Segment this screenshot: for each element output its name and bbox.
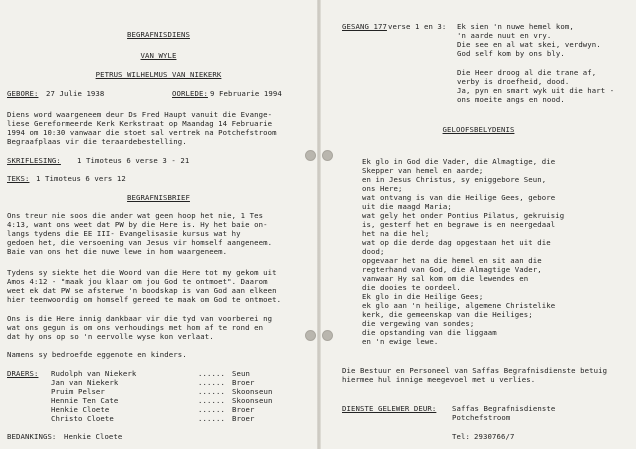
- bearer-relation: Skoonseun: [232, 387, 273, 396]
- bearer-relation: Seun: [232, 369, 250, 378]
- creed-line: dood;: [362, 247, 385, 256]
- creed-line: kerk, die gemeenskap van die Heiliges;: [362, 310, 533, 319]
- bearer-name: Jan van Niekerk: [51, 378, 119, 387]
- letter-line: gedoen het, die versoening van Jesus vir homself aangeneem.: [7, 238, 273, 247]
- reading-text: 1 Timoteus 6 verse 3 - 21: [77, 156, 190, 165]
- hymn-line: Die see en al wat skei, verdwyn.: [457, 40, 601, 49]
- thanks-text: Henkie Cloete: [64, 432, 123, 441]
- letter-line: weet ek dat PW se afsterwe 'n boodskap is van God aan elkeen: [7, 286, 277, 295]
- born-label: GEBORE:: [7, 89, 39, 98]
- creed-line: die dooies te oordeel.: [362, 283, 461, 292]
- thanks-label: BEDANKINGS:: [7, 432, 57, 441]
- creed-line: is, gesterf het en begrawe is en neergedaal: [362, 220, 556, 229]
- letter-heading: BEGRAFNISBRIEF: [127, 193, 190, 202]
- creed-line: opgevaar het na die hemel en sit aan die: [362, 256, 542, 265]
- bearers-label: DRAERS:: [7, 369, 39, 378]
- letter-line: hier teenwoordig om homself gereed te maak om God te ontmoet.: [7, 295, 282, 304]
- bearer-name: Christo Cloete: [51, 414, 114, 423]
- bearer-dots: ......: [198, 396, 225, 405]
- creed-line: en in Jesus Christus, sy eniggebore Seun,: [362, 175, 547, 184]
- bearer-name: Rudolph van Niekerk: [51, 369, 137, 378]
- letter-line: Ons treur nie soos die ander wat geen hoop het nie, 1 Tes: [7, 211, 264, 220]
- intro-line: 1994 om 10:30 vanwaar die stoet sal vertrek na Potchefstroom: [7, 128, 277, 137]
- bearer-relation: Broer: [232, 378, 255, 387]
- creed-line: het na die hel;: [362, 229, 430, 238]
- hymn-line: Die Heer droog al die trane af,: [457, 68, 597, 77]
- service-heading: BEGRAFNISDIENS: [127, 30, 190, 39]
- bearer-relation: Broer: [232, 414, 255, 423]
- born-date: 27 Julie 1938: [46, 89, 105, 98]
- reading-label: SKRIFLESING:: [7, 156, 61, 165]
- staff-note-line: hiermee hul innige meegevoel met u verlies.: [342, 375, 536, 384]
- hymn-label: GESANG 177: [342, 22, 387, 31]
- creed-line: Ek glo in die Heilige Gees;: [362, 292, 484, 301]
- family-line: Namens sy bedroefde eggenote en kinders.: [7, 350, 187, 359]
- hymn-line: verby is droefheid, dood.: [457, 77, 570, 86]
- provider-city: Potchefstroom: [452, 413, 511, 422]
- letter-line: Ons is die Here innig dankbaar vir die tyd van voorberei ng: [7, 314, 273, 323]
- intro-line: Begraafplaas vir die teraardebestelling.: [7, 137, 187, 146]
- bearer-relation: Skoonseun: [232, 396, 273, 405]
- bearer-dots: ......: [198, 405, 225, 414]
- text-label: TEKS:: [7, 174, 30, 183]
- hymn-line: God self kom by ons bly.: [457, 49, 565, 58]
- left-page: [0, 0, 317, 449]
- hymn-line: ons moeite angs en nood.: [457, 95, 565, 104]
- deceased-name: PETRUS WILHELMUS VAN NIEKERK: [95, 70, 222, 79]
- creed-line: uit die maagd Maria;: [362, 202, 452, 211]
- creed-heading: GELOOFSBELYDENIS: [442, 125, 515, 134]
- bearer-dots: ......: [198, 378, 225, 387]
- creed-line: en 'n ewige lewe.: [362, 337, 439, 346]
- creed-line: Skepper van hemel en aarde;: [362, 166, 484, 175]
- creed-line: ek glo aan 'n heilige, algemene Christelike: [362, 301, 556, 310]
- bearer-name: Pruim Pelser: [51, 387, 105, 396]
- creed-line: die vergewing van sondes;: [362, 319, 475, 328]
- creed-line: wat ontvang is van die Heilige Gees, gebore: [362, 193, 556, 202]
- died-label: OORLEDE:: [172, 89, 208, 98]
- bearer-name: Henkie Cloete: [51, 405, 110, 414]
- bearer-relation: Broer: [232, 405, 255, 414]
- tel-label: Tel:: [452, 432, 470, 441]
- intro-line: Diens word waargeneem deur Ds Fred Haupt vanuit die Evange-: [7, 110, 273, 119]
- letter-line: langs tydens die EE III- Evangelisasie kursus wat hy: [7, 229, 241, 238]
- intro-line: liese Gereformeerde Kerk Kerkstraat op Maandag 14 Februarie: [7, 119, 273, 128]
- died-date: 9 Februarie 1994: [210, 89, 282, 98]
- hymn-line: Ek sien 'n nuwe hemel kom,: [457, 22, 574, 31]
- staff-note-line: Die Bestuur en Personeel van Saffas Begrafnisdienste betuig: [342, 366, 608, 375]
- bearer-dots: ......: [198, 369, 225, 378]
- letter-line: 4:13, want ons weet dat PW by die Here is. Hy het baie on-: [7, 220, 268, 229]
- creed-line: die opstanding van die liggaam: [362, 328, 497, 337]
- letter-line: Baie van ons het die nuwe lewe in hom waargeneem.: [7, 247, 228, 256]
- hymn-line: 'n aarde nuut en vry.: [457, 31, 552, 40]
- letter-line: Amos 4:12 - "maak jou klaar om jou God te ontmoet". Daarom: [7, 277, 268, 286]
- provider-label: DIENSTE GELEWER DEUR:: [342, 404, 437, 413]
- van-wyle: VAN WYLE: [140, 51, 177, 60]
- letter-line: Tydens sy siekte het die Woord van die Here tot my gekom uit: [7, 268, 277, 277]
- provider-name: Saffas Begrafnisdienste: [452, 404, 556, 413]
- creed-line: wat op die derde dag opgestaan het uit die: [362, 238, 551, 247]
- letter-line: wat ons gegun is om ons verhoudings met hom af te rond en: [7, 323, 264, 332]
- hymn-verses: verse 1 en 3:: [388, 22, 447, 31]
- bearer-dots: ......: [198, 414, 225, 423]
- tel-value: 2930766/7: [474, 432, 515, 441]
- creed-line: regterhand van God, die Almagtige Vader,: [362, 265, 542, 274]
- bearer-dots: ......: [198, 387, 225, 396]
- hymn-line: Ja, pyn en smart wyk uit die hart -: [457, 86, 615, 95]
- bearer-name: Hennie Ten Cate: [51, 396, 119, 405]
- text-reference: 1 Timoteus 6 vers 12: [36, 174, 126, 183]
- creed-line: vanwaar Hy sal kom om die lewendes en: [362, 274, 529, 283]
- creed-line: ons Here;: [362, 184, 403, 193]
- creed-line: wat gely het onder Pontius Pilatus, gekruisig: [362, 211, 565, 220]
- right-page: [321, 0, 636, 449]
- creed-line: Ek glo in God die Vader, die Almagtige, die: [362, 157, 556, 166]
- letter-line: dat hy ons op so 'n eervolle wyse kon verlaat.: [7, 332, 214, 341]
